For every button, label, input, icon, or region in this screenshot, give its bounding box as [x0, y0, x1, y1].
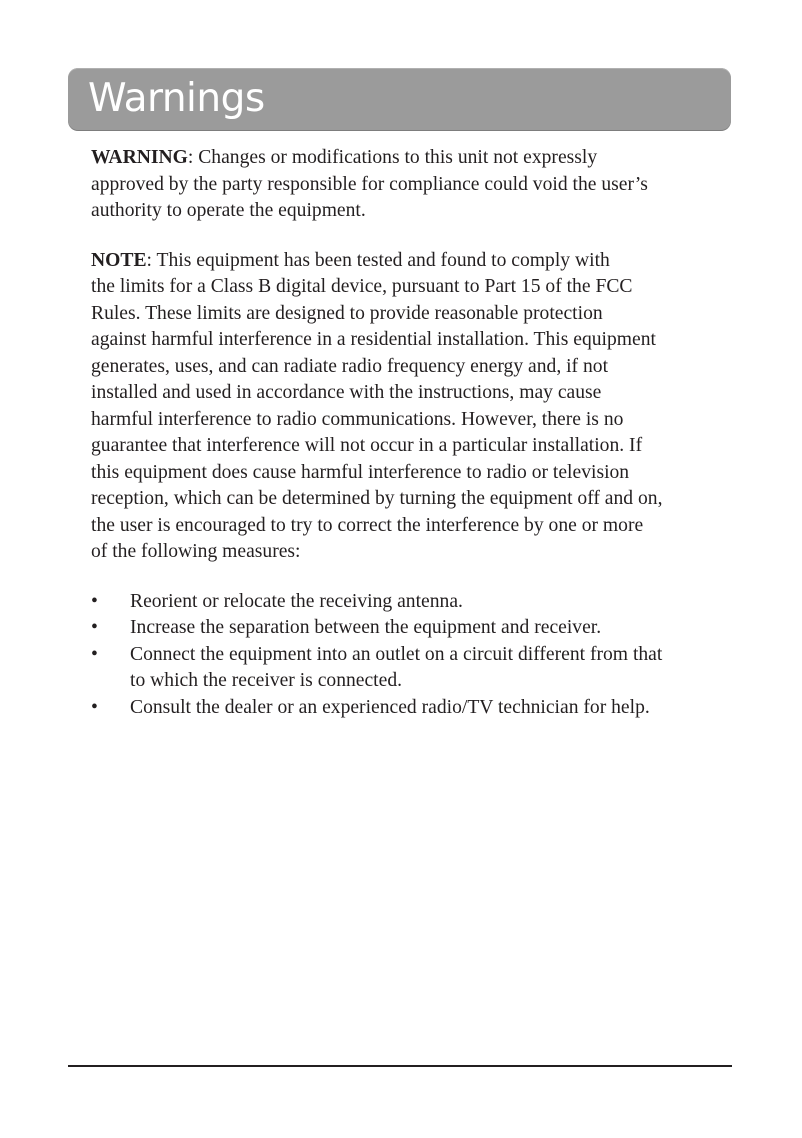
- note-line: this equipment does cause harmful interference to radio or television: [91, 461, 630, 483]
- warnings-content: [91, 145, 741, 721]
- note-line: the user is encouraged to try to correct the interference by one or more: [91, 514, 644, 536]
- note-line: [91, 248, 741, 275]
- list-item: [91, 615, 741, 642]
- note-paragraph: [91, 248, 741, 566]
- note-line: against harmful interference in a residential installation. This equipment: [91, 329, 656, 350]
- warning-line: approved by the party responsible for compliance could void the user’s: [91, 173, 648, 195]
- bullet-icon: •: [91, 590, 98, 612]
- list-item-text: Consult the dealer or an experienced radio/TV technician for help.: [130, 696, 650, 718]
- note-line-text: : This equipment has been tested and found to comply with: [146, 249, 610, 271]
- list-item-text: Connect the equipment into an outlet on a circuit different from that: [130, 643, 663, 665]
- note-line: harmful interference to radio communications. However, there is no: [91, 408, 624, 430]
- list-item-text: to which the receiver is connected.: [130, 670, 403, 691]
- footer-divider: [68, 1065, 732, 1067]
- note-line: the limits for a Class B digital device, pursuant to Part 15 of the FCC: [91, 276, 633, 297]
- warning-label: WARNING: [91, 147, 188, 168]
- list-item: [91, 642, 741, 695]
- section-title: Warnings: [88, 76, 265, 121]
- note-line: installed and used in accordance with the instructions, may cause: [91, 382, 602, 403]
- note-label: NOTE: [91, 249, 147, 271]
- bullet-icon: •: [91, 643, 98, 665]
- note-line: reception, which can be determined by turning the equipment off and on,: [91, 488, 663, 509]
- bullet-icon: •: [91, 696, 98, 718]
- note-line: guarantee that interference will not occur in a particular installation. If: [91, 435, 643, 456]
- warning-line: [91, 145, 741, 172]
- note-line: generates, uses, and can radiate radio frequency energy and, if not: [91, 355, 609, 377]
- list-item-text: Reorient or relocate the receiving antenna.: [130, 590, 463, 612]
- warning-line-text: : Changes or modifications to this unit not expressly: [187, 147, 598, 168]
- bullet-icon: •: [91, 617, 98, 638]
- measures-list: [91, 589, 741, 722]
- warning-paragraph: [91, 145, 741, 225]
- warning-line: authority to operate the equipment.: [91, 200, 366, 221]
- list-item-text: Increase the separation between the equipment and receiver.: [130, 617, 602, 638]
- note-line: of the following measures:: [91, 541, 301, 562]
- list-item: [91, 589, 741, 616]
- list-item: [91, 695, 741, 722]
- note-line: Rules. These limits are designed to provide reasonable protection: [91, 302, 603, 324]
- section-header-bar: [68, 68, 731, 130]
